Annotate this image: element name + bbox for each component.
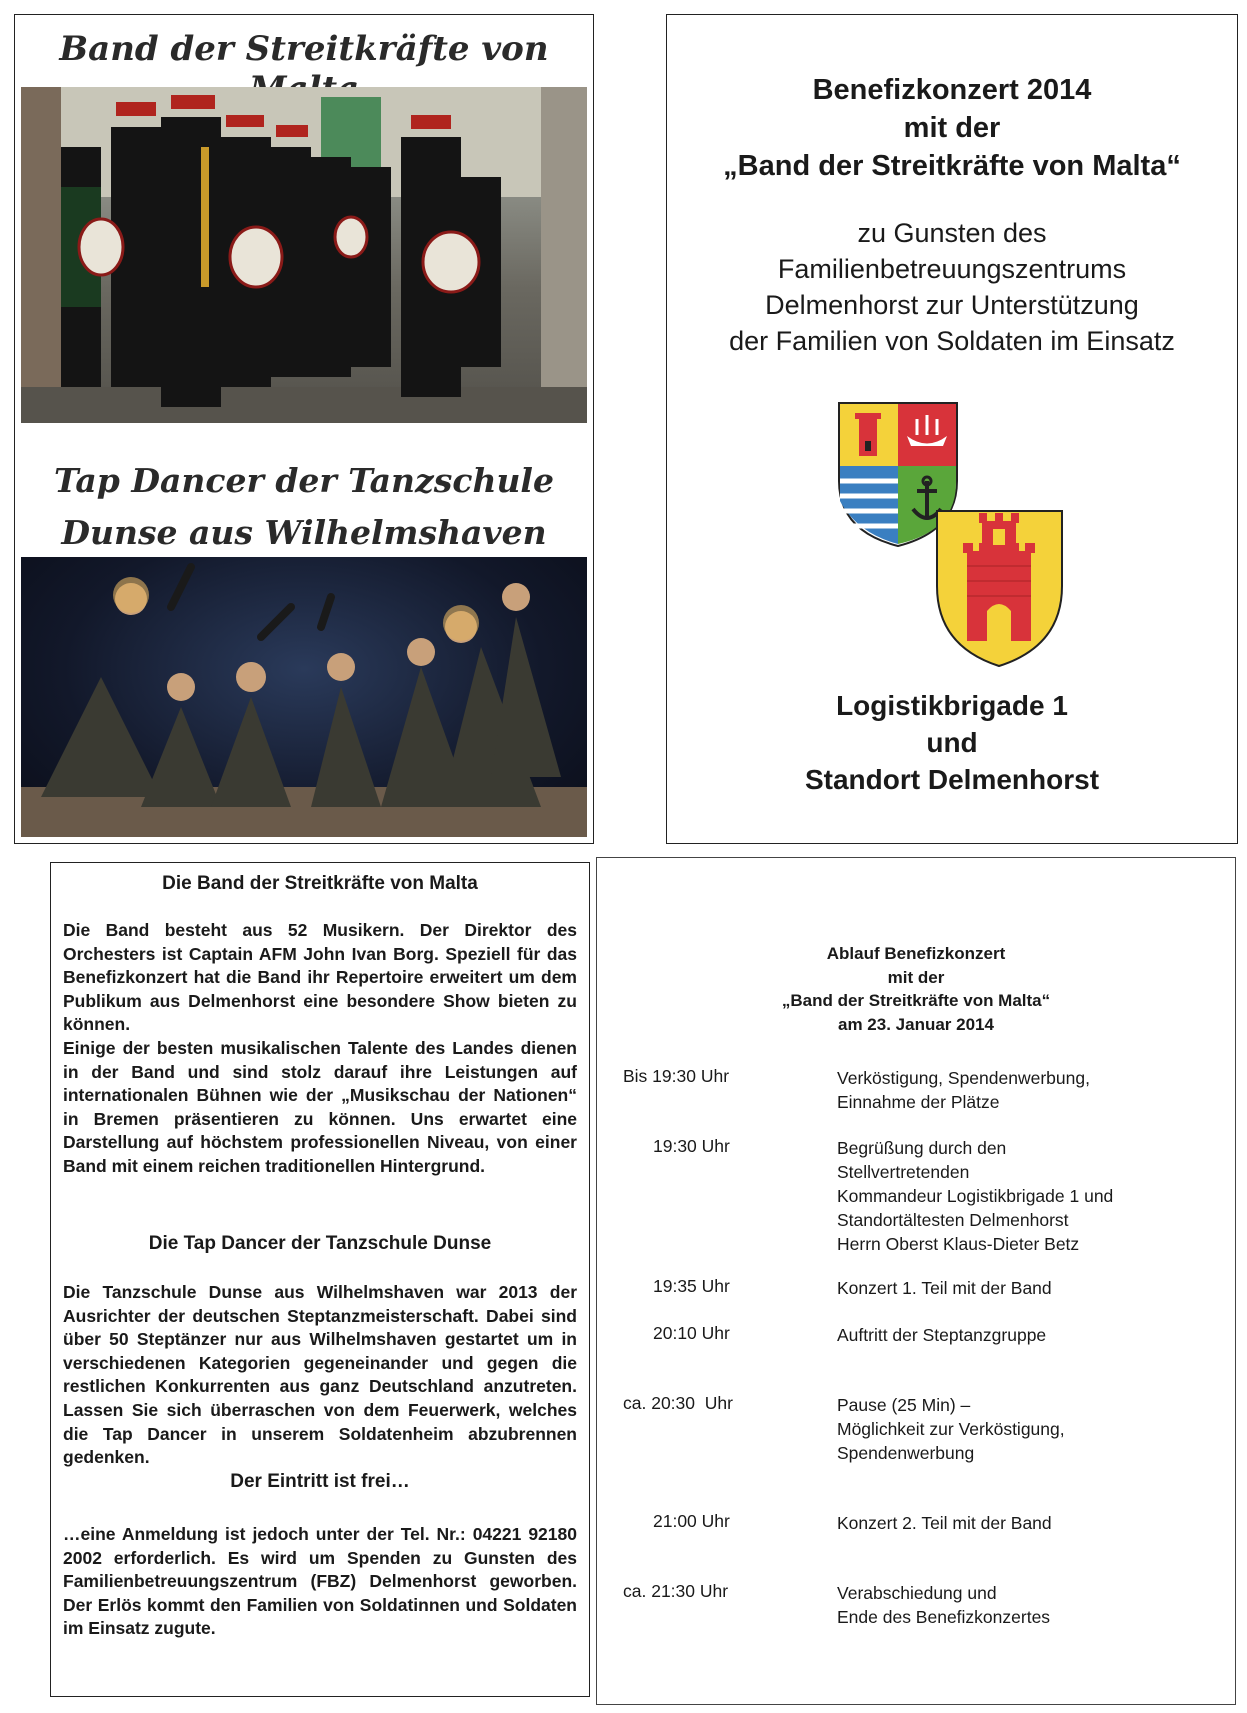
registration-text: …eine Anmeldung ist jedoch unter der Tel. Nr.: 04221 92180 2002 erforderlich. Es wird um Spenden zu Gunsten des Familienbetreuungszentrum (FBZ) Delmenhorst geworben. Der Erlös kommt den Familien von Soldatinnen und Soldaten im Einsatz zugute. [63,1524,577,1639]
dancer-info-text: Die Tanzschule Dunse aus Wilhelmshaven war 2013 der Ausrichter der deutschen Steptanzmeisterschaft. Dabei sind über 50 Steptänzer nur aus Wilhelmshaven gestartet um in verschiedenen Kategorien gegeneinander und gegen die restlichen Konkurrenten aus ganz Deutschland anzutreten. Lassen Sie sich überraschen von dem Feuerwerk, welches die Tap Dancer in unserem Soldatenheim abzubrennen gedenken. [63,1282,577,1468]
organizer-line2: und [926,727,978,758]
admission-heading: Der Eintritt ist frei… [230,1471,410,1492]
schedule-time: ca. 20:30 Uhr [623,1393,733,1413]
schedule-desc-line: Kommandeur Logistikbrigade 1 und [837,1186,1114,1206]
schedule-heading-line2: mit der [887,967,945,987]
schedule-panel [596,857,1236,1705]
schedule-time: 19:35 Uhr [653,1276,730,1296]
city-shield-icon [937,511,1062,666]
schedule-item [837,1066,1090,1114]
tap-dancers-image [21,557,587,837]
title-panel [666,14,1238,844]
purpose-line3: Delmenhorst zur Unterstützung [765,290,1139,320]
tap-dancer-title-line1: Tap Dancer der Tanzschule [54,461,554,500]
schedule-desc-line: Verabschiedung und [837,1583,997,1603]
marching-band-image [21,87,587,423]
schedule-time: ca. 21:30 Uhr [623,1581,729,1601]
schedule-desc-line: Ende des Benefizkonzertes [837,1607,1051,1627]
schedule-desc-line: Einnahme der Plätze [837,1092,1000,1112]
schedule-item [837,1323,1046,1347]
schedule-item [837,1393,1065,1465]
schedule-item [837,1511,1052,1535]
organizer-line3: Standort Delmenhorst [804,764,1100,795]
schedule-desc-line: Verköstigung, Spendenwerbung, [837,1068,1090,1088]
schedule-desc-line: Möglichkeit zur Verköstigung, [837,1419,1065,1439]
dancers-photo [21,557,587,837]
schedule-item [837,1581,1050,1629]
tap-dancer-title [15,455,593,559]
purpose-line4: der Familien von Soldaten im Einsatz [729,326,1175,356]
schedule-heading-line4: am 23. Januar 2014 [838,1014,994,1034]
coat-of-arms-icon [837,401,1067,671]
band-title: Band der Streitkräfte von [59,29,549,69]
schedule-desc-line: Pause (25 Min) – [837,1395,971,1415]
schedule-desc-line: Stellvertretenden [837,1162,970,1182]
schedule-time: 21:00 Uhr [653,1511,730,1531]
band-photo [21,87,587,423]
concert-heading-line1: Benefizkonzert 2014 [812,74,1092,106]
tap-dancer-title-line2: Dunse aus Wilhelmshaven [61,513,547,552]
band-info-text-2: Einige der besten musikalischen Talente des Landes dienen in der Band und sind stolz darauf ihre Leistungen auf internationalen Bühnen wie der „Musikschau der Nationen“ in Bremen präsentieren zu können. Uns erwartet eine Darstellung auf höchstem professionellen Niveau, von einer Band mit einem reichen traditionellen Hintergrund. [63,1038,577,1176]
band-info-text-1: Die Band besteht aus 52 Musikern. Der Direktor des Orchesters ist Captain AFM John Ivan Borg. Speziell für das Benefizkonzert hat die Band ihr Repertoire erweitert um dem Publikum aus Delmenhorst eine besondere Show bieten zu können. [63,920,577,1035]
schedule-desc-line: Konzert 2. Teil mit der Band [837,1513,1052,1533]
schedule-desc-line: Auftritt der Steptanzgruppe [837,1325,1047,1345]
concert-heading-line2: mit der [903,112,1001,144]
schedule-time: Bis 19:30 Uhr [623,1066,730,1086]
purpose-line1: zu Gunsten des [857,218,1047,248]
concert-purpose [667,215,1237,359]
schedule-heading-line3: „Band der Streitkräfte von Malta“ [781,991,1051,1010]
schedule-heading-line1: Ablauf Benefizkonzert [826,944,1006,963]
concert-heading-line3: „Band der Streitkräfte von Malta“ [723,150,1181,182]
organizer-line1: Logistikbrigade 1 [836,690,1068,721]
cover-panel [14,14,594,844]
schedule-desc-line: Konzert 1. Teil mit der Band [837,1278,1052,1298]
schedule-heading [597,942,1235,1036]
schedule-item [837,1136,1113,1256]
schedule-time: 19:30 Uhr [653,1136,730,1156]
purpose-line2: Familienbetreuungszentrums [777,254,1127,284]
band-info-heading: Die Band der Streitkräfte von Malta [162,873,478,894]
concert-heading [667,71,1237,185]
schedule-item [837,1276,1052,1300]
schedule-desc-line: Begrüßung durch den [837,1138,1007,1158]
schedule-desc-line: Spendenwerbung [837,1443,975,1463]
info-panel [50,862,590,1697]
dancer-info-heading: Die Tap Dancer der Tanzschule Dunse [148,1233,492,1254]
organizer-block [667,687,1237,798]
schedule-time: 20:10 Uhr [653,1323,730,1343]
schedule-desc-line: Herrn Oberst Klaus-Dieter Betz [837,1234,1080,1254]
schedule-desc-line: Standortältesten Delmenhorst [837,1210,1069,1230]
